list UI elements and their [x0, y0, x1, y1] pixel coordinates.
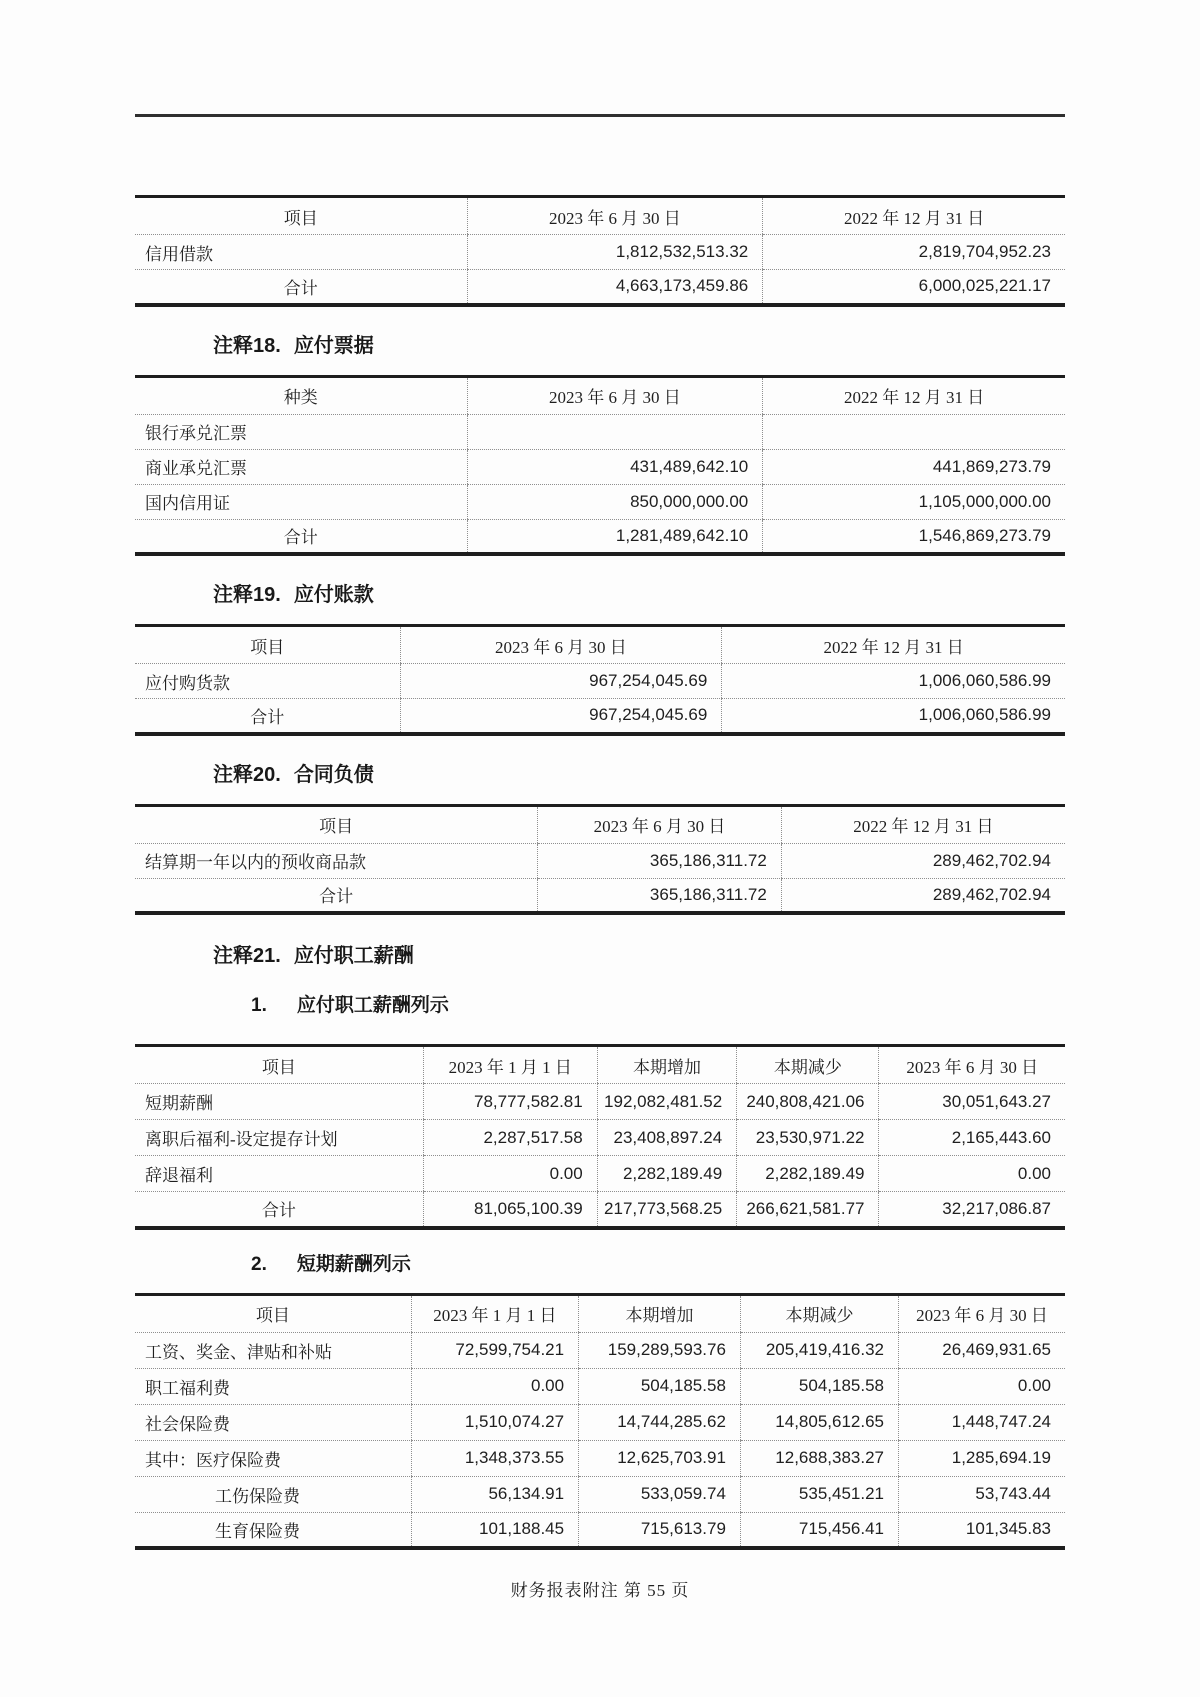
- table-total-row: [135, 878, 1065, 913]
- table-row: [135, 449, 1065, 484]
- cell-value: 441,869,273.79: [763, 449, 1065, 484]
- cell-value: 1,105,000,000.00: [763, 484, 1065, 519]
- cell-value: 56,134.91: [411, 1476, 578, 1512]
- column-header: 2022 年 12 月 31 日: [763, 197, 1065, 235]
- cell-value: 0.00: [423, 1156, 597, 1192]
- cell-value: 0.00: [411, 1368, 578, 1404]
- cell-label: 商业承兑汇票: [135, 449, 467, 484]
- table-total-row: [135, 1192, 1065, 1228]
- cell-value: 78,777,582.81: [423, 1084, 597, 1120]
- cell-label: 应付购货款: [135, 664, 400, 699]
- cell-value: 0.00: [899, 1368, 1066, 1404]
- cell-value: 192,082,481.52: [597, 1084, 737, 1120]
- cell-value: 1,285,694.19: [899, 1440, 1066, 1476]
- cell-label: 工伤保险费: [135, 1476, 411, 1512]
- cell-value: 205,419,416.32: [740, 1332, 898, 1368]
- section-number: 注释20.: [213, 763, 281, 786]
- table-row: [135, 843, 1065, 878]
- column-header: 项目: [135, 197, 467, 235]
- section-text: 合同负债: [293, 763, 374, 786]
- cell-value: 240,808,421.06: [737, 1084, 879, 1120]
- table-header-row: [135, 197, 1065, 235]
- cell-value: [467, 414, 763, 449]
- subsection-text: 短期薪酬列示: [296, 1253, 411, 1275]
- cell-label: 信用借款: [135, 235, 467, 270]
- table-total-row: [135, 699, 1065, 734]
- cell-label: 其中：医疗保险费: [135, 1440, 411, 1476]
- column-header: 2023 年 1 月 1 日: [423, 1046, 597, 1084]
- table-row: [135, 664, 1065, 699]
- cell-value: 0.00: [879, 1156, 1065, 1192]
- cell-value: 504,185.58: [740, 1368, 898, 1404]
- table-header-row: [135, 626, 1065, 664]
- cell-value: 1,281,489,642.10: [467, 519, 763, 554]
- column-header: 2022 年 12 月 31 日: [781, 805, 1065, 843]
- section-number: 注释18.: [213, 334, 281, 357]
- table-row: [135, 1368, 1065, 1404]
- table-header-row: [135, 805, 1065, 843]
- cell-value: 26,469,931.65: [899, 1332, 1066, 1368]
- table-row: [135, 235, 1065, 270]
- subsection-number: 1.: [251, 995, 267, 1016]
- column-header: 种类: [135, 376, 467, 414]
- subsection-number: 2.: [251, 1253, 267, 1275]
- contract-liabilities-table: [135, 804, 1065, 916]
- cell-value: 2,287,517.58: [423, 1120, 597, 1156]
- cell-label: 银行承兑汇票: [135, 414, 467, 449]
- section-title-note20: [135, 762, 1065, 788]
- column-header: 项目: [135, 626, 400, 664]
- section-text: 应付票据: [293, 334, 374, 357]
- table-header-row: [135, 1046, 1065, 1084]
- column-header: 2022 年 12 月 31 日: [722, 626, 1065, 664]
- section-title-note18: [135, 333, 1065, 359]
- cell-value: 365,186,311.72: [538, 843, 782, 878]
- cell-value: 2,819,704,952.23: [763, 235, 1065, 270]
- subsection-title-2: [135, 1252, 1065, 1277]
- table-row: [135, 1332, 1065, 1368]
- table-row: [135, 414, 1065, 449]
- cell-value: 1,448,747.24: [899, 1404, 1066, 1440]
- table-total-row: [135, 519, 1065, 554]
- column-header: 项目: [135, 1294, 411, 1332]
- cell-value: 23,408,897.24: [597, 1120, 737, 1156]
- subsection-title-1: [135, 993, 1065, 1018]
- page-content: [0, 114, 1200, 1601]
- cell-value: 504,185.58: [579, 1368, 741, 1404]
- cell-label: 合计: [283, 528, 318, 548]
- cell-value: 1,348,373.55: [411, 1440, 578, 1476]
- accounts-payable-table: [135, 624, 1065, 736]
- table-row: [135, 1120, 1065, 1156]
- table-row: [135, 1512, 1065, 1548]
- cell-value: 53,743.44: [899, 1476, 1066, 1512]
- column-header: 2023 年 6 月 30 日: [899, 1294, 1066, 1332]
- cell-value: 289,462,702.94: [781, 878, 1065, 913]
- cell-value: 850,000,000.00: [467, 484, 763, 519]
- cell-value: 533,059.74: [579, 1476, 741, 1512]
- section-title-note21: [135, 943, 1065, 969]
- cell-value: 4,663,173,459.86: [467, 270, 763, 305]
- subsection-text: 应付职工薪酬列示: [296, 995, 449, 1016]
- cell-value: 101,345.83: [899, 1512, 1066, 1548]
- cell-label: 合计: [250, 707, 285, 727]
- cell-value: 12,688,383.27: [740, 1440, 898, 1476]
- section-text: 应付职工薪酬: [293, 945, 414, 967]
- cell-value: 1,546,869,273.79: [763, 519, 1065, 554]
- cell-value: 101,188.45: [411, 1512, 578, 1548]
- cell-label: 合计: [283, 278, 318, 298]
- cell-value: [763, 414, 1065, 449]
- cell-value: 1,510,074.27: [411, 1404, 578, 1440]
- page-footer: 财务报表附注 第 55 页: [510, 1581, 690, 1600]
- cell-value: 289,462,702.94: [781, 843, 1065, 878]
- cell-label: 合计: [261, 1201, 296, 1221]
- column-header: 本期减少: [737, 1046, 879, 1084]
- cell-label: 结算期一年以内的预收商品款: [135, 843, 538, 878]
- column-header: 2023 年 6 月 30 日: [467, 197, 763, 235]
- cell-value: 81,065,100.39: [423, 1192, 597, 1228]
- section-number: 注释19.: [213, 584, 281, 606]
- cell-label: 离职后福利-设定提存计划: [135, 1120, 423, 1156]
- cell-value: 14,744,285.62: [579, 1404, 741, 1440]
- column-header: 2023 年 1 月 1 日: [411, 1294, 578, 1332]
- cell-label: 社会保险费: [135, 1404, 411, 1440]
- table-row: [135, 1476, 1065, 1512]
- column-header: 本期增加: [579, 1294, 741, 1332]
- cell-value: 967,254,045.69: [400, 699, 722, 734]
- cell-value: 2,282,189.49: [737, 1156, 879, 1192]
- section-text: 应付账款: [293, 584, 374, 606]
- cell-value: 23,530,971.22: [737, 1120, 879, 1156]
- cell-value: 12,625,703.91: [579, 1440, 741, 1476]
- table-header-row: [135, 1294, 1065, 1332]
- cell-value: 967,254,045.69: [400, 664, 722, 699]
- cell-label: 合计: [319, 887, 354, 907]
- cell-value: 6,000,025,221.17: [763, 270, 1065, 305]
- notes-payable-table: [135, 375, 1065, 557]
- column-header: 2022 年 12 月 31 日: [763, 376, 1065, 414]
- cell-label: 短期薪酬: [135, 1084, 423, 1120]
- cell-value: 32,217,086.87: [879, 1192, 1065, 1228]
- cell-label: 工资、奖金、津贴和补贴: [135, 1332, 411, 1368]
- column-header: 本期减少: [740, 1294, 898, 1332]
- table-total-row: [135, 270, 1065, 305]
- cell-value: 72,599,754.21: [411, 1332, 578, 1368]
- cell-value: 217,773,568.25: [597, 1192, 737, 1228]
- column-header: 项目: [135, 805, 538, 843]
- cell-value: 431,489,642.10: [467, 449, 763, 484]
- cell-label: 生育保险费: [215, 1521, 300, 1541]
- table-row: [135, 1156, 1065, 1192]
- cell-value: 14,805,612.65: [740, 1404, 898, 1440]
- cell-value: 2,165,443.60: [879, 1120, 1065, 1156]
- section-title-note19: [135, 582, 1065, 608]
- table-row: [135, 484, 1065, 519]
- cell-label: 国内信用证: [135, 484, 467, 519]
- cell-value: 1,006,060,586.99: [722, 699, 1065, 734]
- column-header: 2023 年 6 月 30 日: [538, 805, 782, 843]
- table-row: [135, 1440, 1065, 1476]
- column-header: 2023 年 6 月 30 日: [879, 1046, 1065, 1084]
- cell-value: 30,051,643.27: [879, 1084, 1065, 1120]
- table-row: [135, 1084, 1065, 1120]
- cell-value: 266,621,581.77: [737, 1192, 879, 1228]
- cell-value: 1,006,060,586.99: [722, 664, 1065, 699]
- short-term-compensation-table: [135, 1293, 1065, 1551]
- column-header: 2023 年 6 月 30 日: [400, 626, 722, 664]
- section-number: 注释21.: [213, 945, 281, 967]
- cell-value: 2,282,189.49: [597, 1156, 737, 1192]
- cell-label: 职工福利费: [135, 1368, 411, 1404]
- column-header: 项目: [135, 1046, 423, 1084]
- cell-value: 715,456.41: [740, 1512, 898, 1548]
- cell-value: 365,186,311.72: [538, 878, 782, 913]
- credit-borrowings-table: [135, 195, 1065, 307]
- cell-value: 1,812,532,513.32: [467, 235, 763, 270]
- table-header-row: [135, 376, 1065, 414]
- page-header-rule: [135, 114, 1065, 117]
- table-row: [135, 1404, 1065, 1440]
- column-header: 2023 年 6 月 30 日: [467, 376, 763, 414]
- cell-value: 159,289,593.76: [579, 1332, 741, 1368]
- cell-value: 715,613.79: [579, 1512, 741, 1548]
- cell-value: 535,451.21: [740, 1476, 898, 1512]
- cell-label: 辞退福利: [135, 1156, 423, 1192]
- employee-benefits-table: [135, 1044, 1065, 1230]
- column-header: 本期增加: [597, 1046, 737, 1084]
